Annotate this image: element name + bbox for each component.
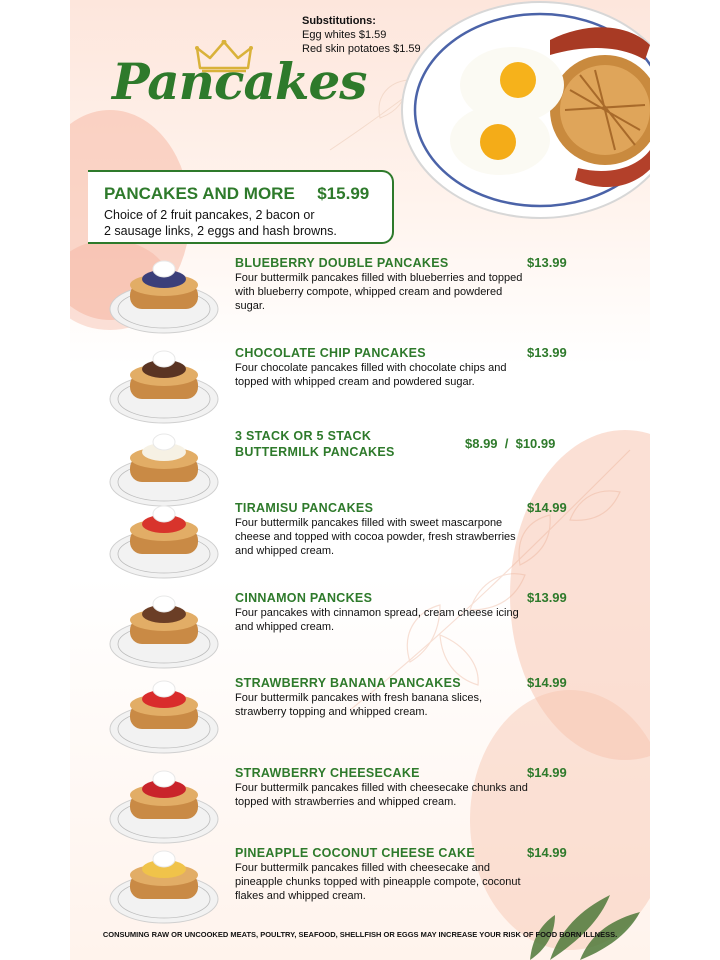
substitution-line: Egg whites $1.59 xyxy=(302,29,387,41)
item-name-line: CINNAMON PANCKES xyxy=(235,591,373,605)
combo-price: $15.99 xyxy=(317,184,370,203)
item-name xyxy=(235,845,475,861)
item-price: $14.99 xyxy=(527,675,567,690)
item-description: Four chocolate pancakes filled with chocolate chips and topped with whipped cream and powdered sugar. xyxy=(235,362,507,388)
item-price: $8.99 / $10.99 xyxy=(465,436,556,451)
combo-description-line: 2 sausage links, 2 eggs and hash browns. xyxy=(104,224,337,238)
pancake-plate-photo xyxy=(108,428,220,508)
item-name xyxy=(235,255,449,271)
item-name-line: STRAWBERRY BANANA PANCAKES xyxy=(235,676,461,690)
item-price: $13.99 xyxy=(527,255,567,270)
combo-description xyxy=(104,207,392,239)
item-name xyxy=(235,500,373,516)
item-name-line: TIRAMISU PANCAKES xyxy=(235,501,374,515)
item-price: $14.99 xyxy=(527,765,567,780)
pancake-plate-photo xyxy=(108,675,220,755)
combo-title: PANCAKES AND MORE xyxy=(104,184,295,203)
pancake-plate-photo xyxy=(108,590,220,670)
item-description: Four buttermilk pancakes with fresh banana slices, strawberry topping and whipped cream. xyxy=(235,692,483,718)
item-description: Four buttermilk pancakes filled with blueberries and topped with blueberry compote, whipped cream and powdered sugar. xyxy=(235,272,523,312)
breakfast-plate-photo xyxy=(400,0,650,230)
item-description: Four buttermilk pancakes filled with cheesecake and pineapple chunks topped with pineapple compote, coconut flakes and whipped cream. xyxy=(235,862,521,902)
item-name xyxy=(235,590,372,606)
item-name-line: STRAWBERRY CHEESECAKE xyxy=(235,766,420,780)
food-safety-disclaimer: CONSUMING RAW OR UNCOOKED MEATS, POULTRY, SEAFOOD, SHELLFISH OR EGGS MAY INCREASE YOUR RISK OF FOOD BORN ILLNESS. xyxy=(102,930,618,939)
pancake-plate-photo xyxy=(108,345,220,425)
substitution-line: Red skin potatoes $1.59 xyxy=(302,43,421,55)
item-name-line: BUTTERMILK PANCAKES xyxy=(235,445,395,459)
item-name xyxy=(235,765,420,781)
item-name xyxy=(235,428,395,460)
item-name xyxy=(235,675,461,691)
pancake-plate-photo xyxy=(108,255,220,335)
item-name-line: CHOCOLATE CHIP PANCAKES xyxy=(235,346,426,360)
item-description: Four buttermilk pancakes filled with cheesecake chunks and topped with strawberries and whipped cream. xyxy=(235,782,528,808)
item-price: $14.99 xyxy=(527,845,567,860)
item-name-line: BLUEBERRY DOUBLE PANCAKES xyxy=(235,256,449,270)
item-name xyxy=(235,345,426,361)
item-price: $13.99 xyxy=(527,590,567,605)
combo-description-line: Choice of 2 fruit pancakes, 2 bacon or xyxy=(104,208,315,222)
pancake-plate-photo xyxy=(108,845,220,925)
logo-text: Pancakes xyxy=(112,52,367,111)
item-name-line: PINEAPPLE COCONUT CHEESE CAKE xyxy=(235,846,475,860)
pancakes-logo xyxy=(112,48,367,118)
pancake-plate-photo xyxy=(108,500,220,580)
substitutions-heading: Substitutions: xyxy=(302,15,376,27)
combo-box xyxy=(88,170,394,244)
fern-leaf-decoration xyxy=(510,870,650,960)
menu-page xyxy=(70,0,650,960)
item-price: $14.99 xyxy=(527,500,567,515)
pancake-plate-photo xyxy=(108,765,220,845)
item-description: Four pancakes with cinnamon spread, cream cheese icing and whipped cream. xyxy=(235,607,519,633)
item-price: $13.99 xyxy=(527,345,567,360)
item-description: Four buttermilk pancakes filled with sweet mascarpone cheese and topped with cocoa powder, fresh strawberries and whipped cream. xyxy=(235,517,516,557)
item-name-line: 3 STACK OR 5 STACK xyxy=(235,429,372,443)
